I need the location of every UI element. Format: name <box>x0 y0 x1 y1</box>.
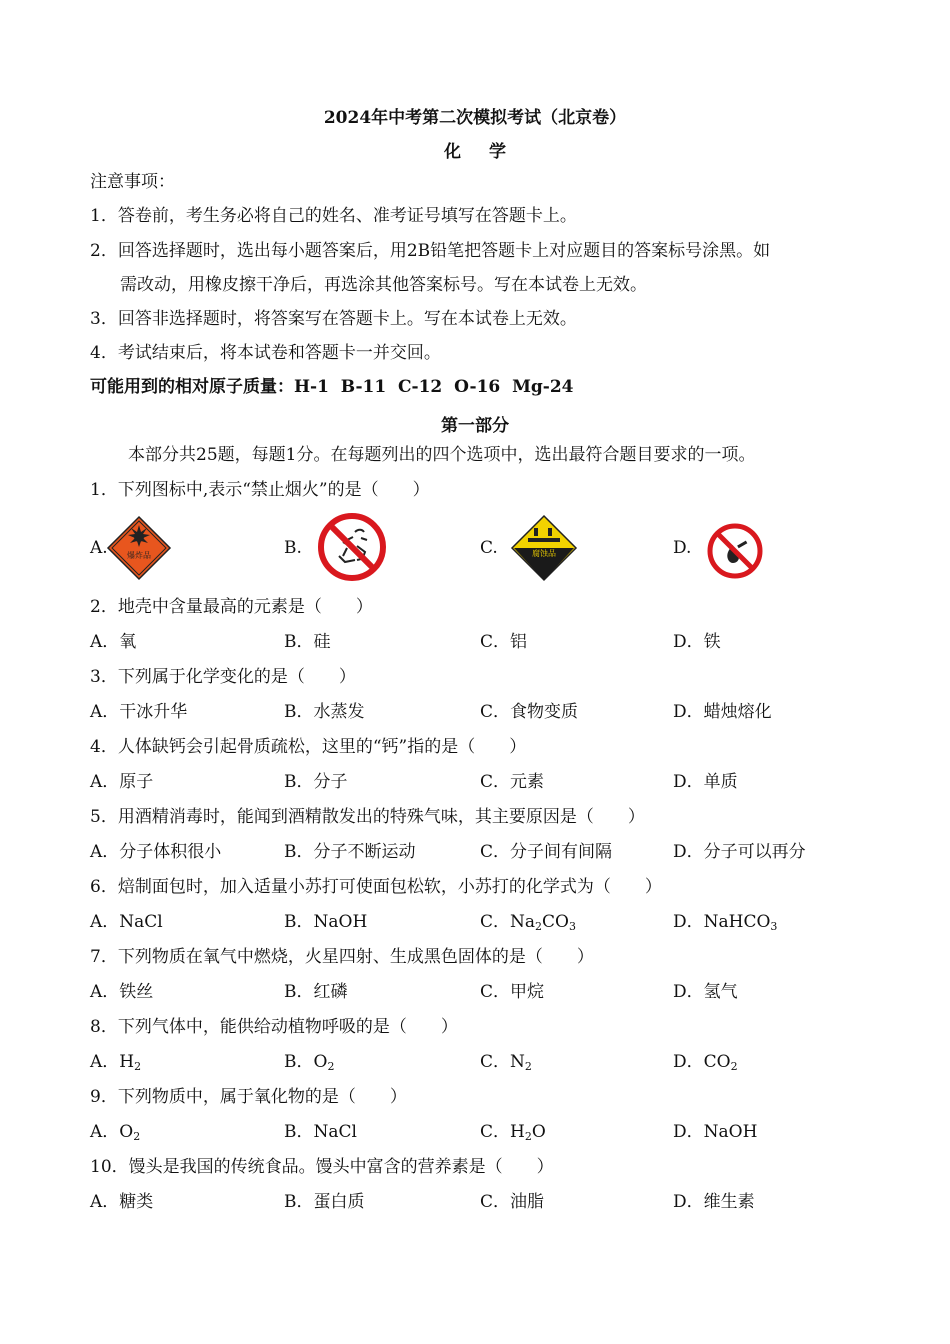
option: D．单质 <box>673 772 738 792</box>
option: C．元素 <box>480 772 545 792</box>
question-stem: 5．用酒精消毒时，能闻到酒精散发出的特殊气味，其主要原因是（ ） <box>90 807 645 827</box>
option: D．蜡烛熔化 <box>673 702 772 722</box>
notice-item: 1．答卷前，考生务必将自己的姓名、准考证号填写在答题卡上。 <box>90 206 577 226</box>
subject-title: 化学 <box>444 142 534 162</box>
option: A．原子 <box>90 772 154 792</box>
corrosive-sign-icon <box>510 514 578 582</box>
option: A．干冰升华 <box>90 702 188 722</box>
option: A．分子体积很小 <box>90 842 222 862</box>
option: B．NaCl <box>284 1122 357 1142</box>
option: C．甲烷 <box>480 982 545 1002</box>
option: D．氢气 <box>673 982 738 1002</box>
notice-item-continued: 需改动，用橡皮擦干净后，再选涂其他答案标号。写在本试卷上无效。 <box>120 275 647 295</box>
part-title: 第一部分 <box>441 416 509 436</box>
option: A．氧 <box>90 632 137 652</box>
part-intro: 本部分共25题，每题1分。在每题列出的四个选项中，选出最符合题目要求的一项。 <box>128 445 756 465</box>
option: C．油脂 <box>480 1192 545 1212</box>
option: A．铁丝 <box>90 982 154 1002</box>
notice-item: 2．回答选择题时，选出每小题答案后，用2B铅笔把答题卡上对应题目的答案标号涂黑。如 <box>90 241 771 261</box>
question-stem: 2．地壳中含量最高的元素是（ ） <box>90 597 373 617</box>
option: C．铝 <box>480 632 528 652</box>
question-stem: 1．下列图标中,表示“禁止烟火”的是（ ） <box>90 480 430 500</box>
question-stem: 6．焙制面包时，加入适量小苏打可使面包松软，小苏打的化学式为（ ） <box>90 877 662 897</box>
question-stem: 8．下列气体中，能供给动植物呼吸的是（ ） <box>90 1017 458 1037</box>
option: C．食物变质 <box>480 702 579 722</box>
option: B．蛋白质 <box>284 1192 365 1212</box>
option: B．$O_2$ <box>284 1052 335 1073</box>
no-fire-sign-icon <box>707 523 763 579</box>
option: D．NaOH <box>673 1122 758 1142</box>
question-stem: 10．馒头是我国的传统食品。馒头中富含的营养素是（ ） <box>90 1157 554 1177</box>
option: D．$CO_2$ <box>673 1052 738 1073</box>
option: B．分子不断运动 <box>284 842 416 862</box>
option: C．$H_2O$ <box>480 1122 546 1143</box>
no-littering-sign-icon <box>317 512 387 582</box>
corrosive-sign-text: 腐蚀品 <box>532 549 556 558</box>
option: B．分子 <box>284 772 348 792</box>
notice-heading: 注意事项： <box>90 172 175 192</box>
option: D．维生素 <box>673 1192 755 1212</box>
explosive-sign-icon <box>106 515 172 581</box>
option: A．糖类 <box>90 1192 154 1212</box>
option: D．铁 <box>673 632 721 652</box>
explosive-sign-text: 爆炸品 <box>127 551 151 560</box>
notice-item: 4．考试结束后，将本试卷和答题卡一并交回。 <box>90 343 441 363</box>
option: C．$Na_2CO_3$ <box>480 912 576 933</box>
option: B．水蒸发 <box>284 702 365 722</box>
option: A．NaCl <box>90 912 163 932</box>
option-label: B. <box>284 538 302 558</box>
option: D．分子可以再分 <box>673 842 806 862</box>
option: C．$N_2$ <box>480 1052 532 1073</box>
option: B．红磷 <box>284 982 348 1002</box>
option: A．$O_2$ <box>90 1122 141 1143</box>
exam-title: 2024年中考第二次模拟考试（北京卷） <box>323 108 627 128</box>
question-stem: 7．下列物质在氧气中燃烧，火星四射、生成黑色固体的是（ ） <box>90 947 594 967</box>
question-stem: 9．下列物质中，属于氧化物的是（ ） <box>90 1087 407 1107</box>
option: B．硅 <box>284 632 331 652</box>
notice-item: 3．回答非选择题时，将答案写在答题卡上。写在本试卷上无效。 <box>90 309 577 329</box>
option: D．NaHCO$_3$ <box>673 912 778 933</box>
atomic-masses: 可能用到的相对原子质量：H-1 B-11 C-12 O-16 Mg-24 <box>90 377 574 397</box>
option: A．$H_2$ <box>90 1052 142 1073</box>
option-label: A. <box>90 538 108 558</box>
question-stem: 4．人体缺钙会引起骨质疏松，这里的“钙”指的是（ ） <box>90 737 527 757</box>
option: C．分子间有间隔 <box>480 842 613 862</box>
option-label: C. <box>480 538 498 558</box>
option-label: D. <box>673 538 692 558</box>
option: B．NaOH <box>284 912 368 932</box>
question-stem: 3．下列属于化学变化的是（ ） <box>90 667 356 687</box>
